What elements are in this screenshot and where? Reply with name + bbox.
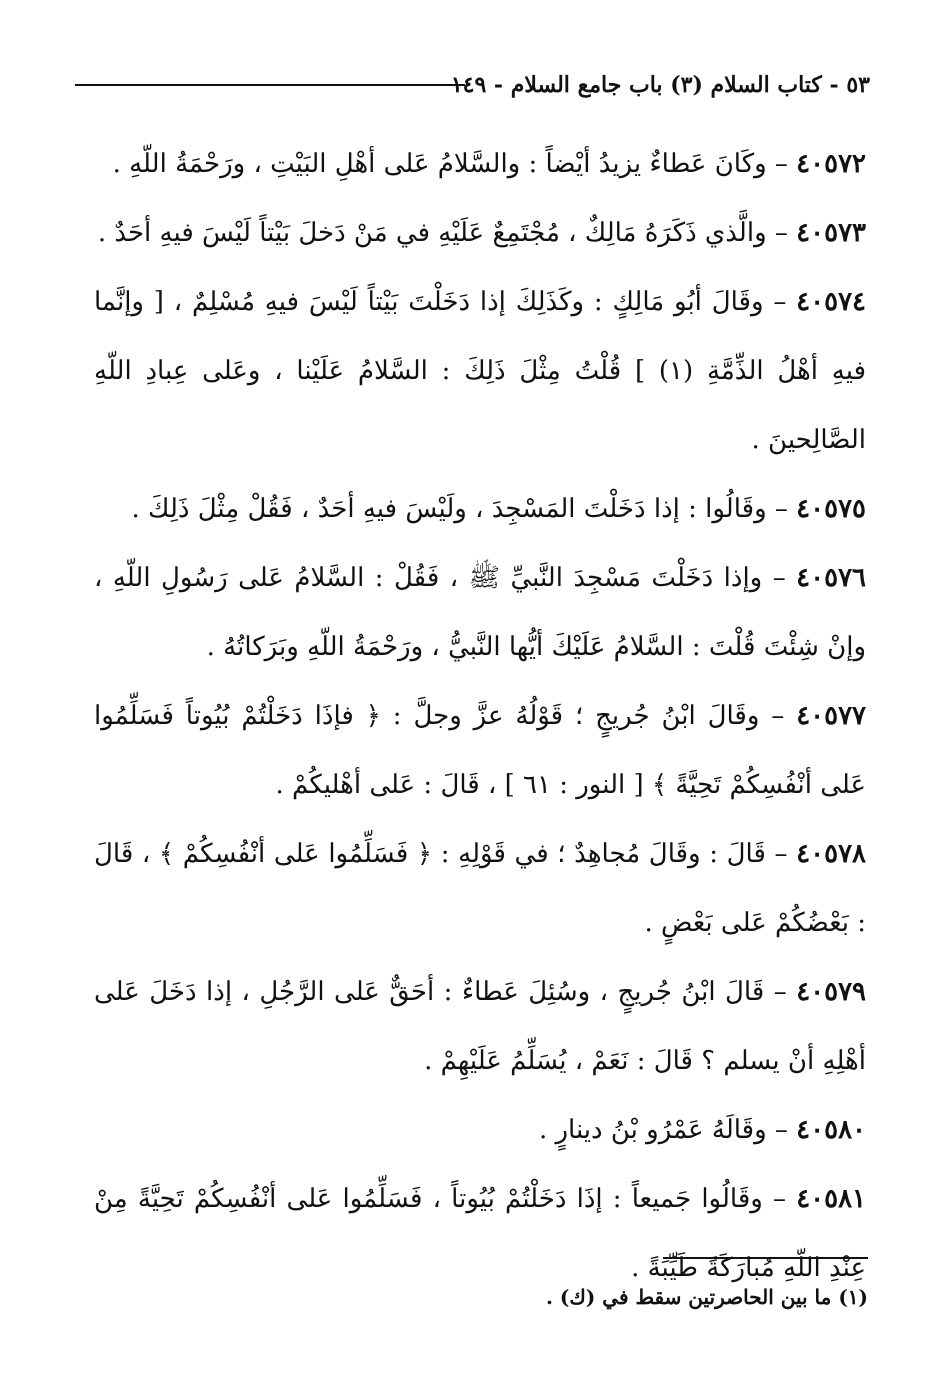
- paragraph-text: – قَالَ : وقَالَ مُجاهِدٌ ؛ في قَوْلِهِ : ﴿ فَسَلِّمُوا عَلى أنْفُسِكُمْ ﴾ ، قَالَ : بَعْضُكُمْ عَلى بَعْضٍ .: [94, 839, 866, 938]
- paragraph: [94, 958, 866, 1096]
- header-rule: [75, 84, 465, 86]
- paragraph: [94, 820, 866, 958]
- running-header-title: ٥٣ - كتاب السلام (٣) باب جامع السلام - ١٤٩: [450, 72, 870, 98]
- paragraph-number: ٤٠٥٧٤: [796, 287, 866, 317]
- paragraph: [94, 1096, 866, 1165]
- paragraph-number: ٤٠٥٧٧: [796, 701, 867, 731]
- page-header: [75, 70, 870, 104]
- footnote-rule: [663, 1257, 868, 1259]
- paragraph: [94, 682, 866, 820]
- paragraph-number: ٤٠٥٧٥: [796, 494, 866, 524]
- paragraph-number: ٤٠٥٧٦: [796, 563, 866, 593]
- paragraph-text: – وقَالُوا جَميعاً : إذَا دَخَلْتُمْ بُيُوتاً ، فَسَلِّمُوا عَلى أنْفُسِكُمْ تَحِيَّةً مِنْ عِنْدِ اللّهِ مُبارَكَةً طَيِّبَةً .: [94, 1184, 866, 1283]
- paragraph-text: – وقَالَ ابْنُ جُريجٍ ؛ قَوْلُهُ عزَّ وجلَّ : ﴿ فإذَا دَخَلْتُمْ بُيُوتاً فَسَلِّمُوا عَلى أنْفُسِكُمْ تَحِيَّةً ﴾ [ النور : ٦١ ] ، قَالَ : عَلى أهْليكُمْ .: [94, 701, 866, 800]
- paragraph: [94, 130, 866, 199]
- paragraph: [94, 268, 866, 475]
- paragraph: [94, 475, 866, 544]
- paragraph-text: – وقَالَهُ عَمْرُو بْنُ دينارٍ .: [538, 1115, 788, 1145]
- paragraph-text: – وقَالَ أبُو مَالِكٍ : وكَذَلِكَ إذا دَخَلْتَ بَيْتاً لَيْسَ فيهِ مُسْلِمٌ ، [ وإنَّما فيهِ أهْلُ الذِّمَّةِ (١) ] قُلْتُ مِثْلَ ذَلِكَ : السَّلامُ عَلَيْنا ، وعَلى عِبادِ اللّهِ الصَّالِحينَ .: [94, 287, 866, 455]
- footnote: (١) ما بين الحاصرتين سقط في (ك) .: [545, 1285, 868, 1309]
- paragraph-number: ٤٠٥٧٢: [796, 149, 866, 179]
- paragraph-text: – قَالَ ابْنُ جُريجٍ ، وسُئِلَ عَطاءٌ : أحَقٌّ عَلى الرَّجُلِ ، إذا دَخَلَ عَلى أهْلِهِ أنْ يسلم ؟ قَالَ : نَعَمْ ، يُسَلِّمُ عَلَيْهِمْ .: [94, 977, 866, 1076]
- paragraph-number: ٤٠٥٨١: [796, 1184, 867, 1214]
- paragraph-text: – والَّذي ذَكَرَهُ مَالِكٌ ، مُجْتَمِعٌ عَلَيْهِ في مَنْ دَخلَ بَيْتاً لَيْسَ فيهِ أحَدٌ .: [97, 218, 788, 248]
- paragraph-text: – وكَانَ عَطاءٌ يزيدُ أيْضاً : والسَّلامُ عَلى أهْلِ البَيْتِ ، ورَحْمَةُ اللّهِ .: [112, 149, 788, 179]
- paragraph: [94, 199, 866, 268]
- main-text: [94, 130, 866, 1303]
- paragraph-number: ٤٠٥٧٣: [796, 218, 866, 248]
- paragraph-number: ٤٠٥٨٠: [796, 1115, 866, 1145]
- paragraph-text: – وإذا دَخَلْتَ مَسْجِدَ النَّبيِّ ﷺ ، فَقُلْ : السَّلامُ عَلى رَسُولِ اللّهِ ، وإنْ شِئْتَ قُلْتَ : السَّلامُ عَلَيْكَ أيُّها النَّبيُّ ، ورَحْمَةُ اللّهِ وبَرَكاتُهُ .: [94, 563, 866, 662]
- paragraph-number: ٤٠٥٧٨: [796, 839, 866, 869]
- paragraph-number: ٤٠٥٧٩: [796, 977, 867, 1007]
- paragraph: [94, 544, 866, 682]
- paragraph-text: – وقَالُوا : إذا دَخَلْتَ المَسْجِدَ ، ولَيْسَ فيهِ أحَدٌ ، فَقُلْ مِثْلَ ذَلِكَ .: [131, 494, 788, 524]
